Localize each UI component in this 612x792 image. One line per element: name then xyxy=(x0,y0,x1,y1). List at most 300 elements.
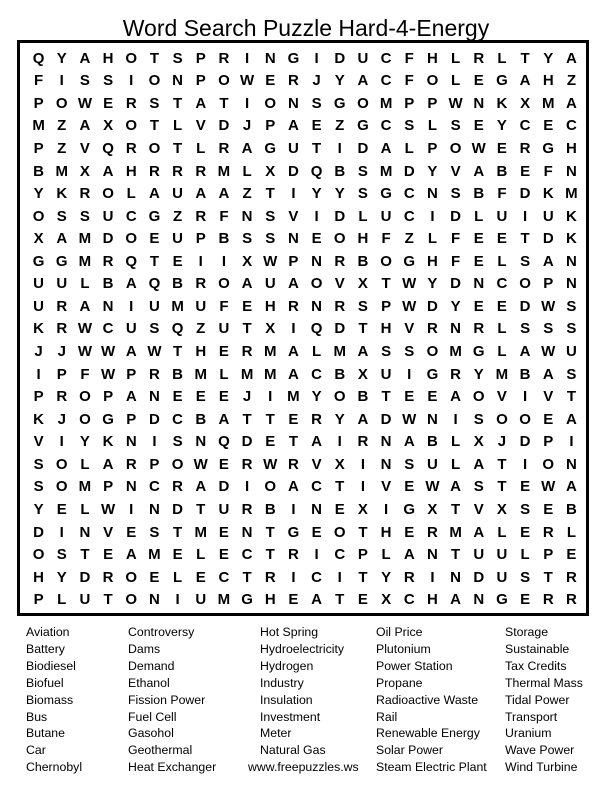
grid-letter[interactable]: O xyxy=(333,523,346,541)
grid-letter[interactable]: N xyxy=(311,252,322,270)
grid-letter[interactable]: F xyxy=(219,207,229,225)
grid-letter[interactable]: U xyxy=(102,207,114,225)
grid-letter[interactable]: E xyxy=(149,230,160,248)
grid-letter[interactable]: S xyxy=(404,117,415,135)
grid-letter[interactable]: E xyxy=(311,523,322,541)
grid-letter[interactable]: P xyxy=(195,230,206,248)
grid-letter[interactable]: L xyxy=(427,230,437,248)
grid-letter[interactable]: W xyxy=(402,410,417,428)
grid-letter[interactable]: S xyxy=(543,320,554,338)
grid-letter[interactable]: X xyxy=(357,500,368,518)
grid-letter[interactable]: C xyxy=(380,117,392,135)
grid-letter[interactable]: W xyxy=(263,252,278,270)
grid-letter[interactable]: C xyxy=(172,410,183,428)
grid-letter[interactable]: G xyxy=(287,523,300,541)
grid-letter[interactable]: A xyxy=(450,591,461,609)
grid-letter[interactable]: S xyxy=(520,320,531,338)
grid-letter[interactable]: R xyxy=(311,410,322,428)
grid-letter[interactable]: E xyxy=(496,140,507,158)
grid-letter[interactable]: A xyxy=(195,185,207,203)
grid-letter[interactable]: N xyxy=(287,230,299,248)
grid-letter[interactable]: R xyxy=(519,140,531,158)
grid-letter[interactable]: K xyxy=(102,433,114,451)
grid-letter[interactable]: N xyxy=(450,568,461,586)
grid-letter[interactable]: E xyxy=(103,546,114,564)
grid-letter[interactable]: A xyxy=(519,343,531,361)
grid-letter[interactable]: P xyxy=(103,388,114,406)
grid-letter[interactable]: E xyxy=(172,546,183,564)
grid-letter[interactable]: R xyxy=(79,185,91,203)
grid-letter[interactable]: W xyxy=(77,320,92,338)
grid-letter[interactable]: Q xyxy=(148,275,161,293)
grid-letter[interactable]: N xyxy=(311,500,322,518)
grid-letter[interactable]: V xyxy=(543,388,554,406)
grid-letter[interactable]: L xyxy=(242,162,252,180)
grid-letter[interactable]: A xyxy=(287,478,299,496)
grid-letter[interactable]: R xyxy=(426,320,438,338)
grid-letter[interactable]: L xyxy=(126,185,136,203)
grid-letter[interactable]: S xyxy=(566,297,577,315)
grid-letter[interactable]: T xyxy=(566,388,576,406)
grid-letter[interactable]: N xyxy=(148,500,160,518)
grid-letter[interactable]: O xyxy=(218,275,230,293)
grid-letter[interactable]: E xyxy=(103,94,114,112)
grid-letter[interactable]: W xyxy=(263,455,278,473)
grid-letter[interactable]: W xyxy=(100,500,116,518)
grid-letter[interactable]: F xyxy=(219,297,229,315)
grid-letter[interactable]: P xyxy=(103,478,114,496)
grid-letter[interactable]: O xyxy=(496,410,508,428)
grid-letter[interactable]: L xyxy=(474,207,484,225)
grid-letter[interactable]: R xyxy=(125,94,137,112)
grid-letter[interactable]: S xyxy=(520,252,531,270)
grid-letter[interactable]: O xyxy=(171,455,184,473)
grid-letter[interactable]: P xyxy=(33,591,44,609)
grid-letter[interactable]: N xyxy=(241,207,253,225)
grid-letter[interactable]: S xyxy=(172,433,183,451)
grid-letter[interactable]: B xyxy=(102,275,114,293)
grid-letter[interactable]: S xyxy=(566,365,577,383)
grid-letter[interactable]: U xyxy=(496,546,508,564)
grid-letter[interactable]: N xyxy=(380,433,392,451)
grid-letter[interactable]: E xyxy=(149,568,160,586)
grid-letter[interactable]: A xyxy=(241,275,253,293)
grid-letter[interactable]: I xyxy=(291,568,296,586)
grid-letter[interactable]: G xyxy=(403,252,416,270)
grid-letter[interactable]: R xyxy=(357,433,369,451)
grid-letter[interactable]: U xyxy=(148,297,160,315)
grid-letter[interactable]: N xyxy=(195,433,207,451)
grid-letter[interactable]: U xyxy=(125,320,137,338)
grid-letter[interactable]: M xyxy=(449,343,462,361)
grid-letter[interactable]: P xyxy=(427,94,438,112)
grid-letter[interactable]: D xyxy=(79,568,91,586)
grid-letter[interactable]: N xyxy=(426,546,438,564)
grid-letter[interactable]: L xyxy=(497,320,507,338)
grid-letter[interactable]: L xyxy=(57,591,67,609)
grid-letter[interactable]: F xyxy=(381,230,391,248)
grid-letter[interactable]: S xyxy=(33,478,44,496)
grid-letter[interactable]: R xyxy=(218,140,230,158)
grid-letter[interactable]: N xyxy=(565,252,577,270)
grid-letter[interactable]: I xyxy=(129,297,134,315)
grid-letter[interactable]: U xyxy=(496,568,508,586)
grid-letter[interactable]: G xyxy=(357,117,369,135)
grid-letter[interactable]: D xyxy=(218,478,230,496)
grid-letter[interactable]: Y xyxy=(334,410,345,428)
grid-letter[interactable]: V xyxy=(404,320,415,338)
grid-letter[interactable]: S xyxy=(404,455,415,473)
grid-letter[interactable]: A xyxy=(403,546,415,564)
grid-letter[interactable]: E xyxy=(473,252,484,270)
grid-letter[interactable]: R xyxy=(148,162,160,180)
grid-letter[interactable]: S xyxy=(357,297,368,315)
grid-letter[interactable]: S xyxy=(149,94,160,112)
grid-letter[interactable]: A xyxy=(241,140,253,158)
grid-letter[interactable]: S xyxy=(149,320,160,338)
grid-letter[interactable]: I xyxy=(337,568,342,586)
grid-letter[interactable]: G xyxy=(542,140,555,158)
grid-letter[interactable]: T xyxy=(242,410,252,428)
grid-letter[interactable]: Q xyxy=(218,433,230,451)
grid-letter[interactable]: I xyxy=(129,72,134,90)
grid-letter[interactable]: S xyxy=(473,410,484,428)
grid-letter[interactable]: N xyxy=(241,523,253,541)
grid-letter[interactable]: Q xyxy=(32,49,45,67)
grid-letter[interactable]: A xyxy=(519,72,531,90)
grid-letter[interactable]: L xyxy=(450,49,461,67)
grid-letter[interactable]: K xyxy=(496,94,508,112)
grid-letter[interactable]: O xyxy=(449,140,462,158)
grid-letter[interactable]: E xyxy=(404,478,415,496)
grid-letter[interactable]: G xyxy=(55,252,68,270)
grid-letter[interactable]: T xyxy=(149,117,159,135)
grid-letter[interactable]: A xyxy=(380,140,392,158)
grid-letter[interactable]: E xyxy=(543,117,554,135)
grid-letter[interactable]: V xyxy=(195,117,206,135)
grid-letter[interactable]: T xyxy=(288,433,298,451)
grid-letter[interactable]: T xyxy=(80,546,90,564)
grid-letter[interactable]: I xyxy=(314,207,319,225)
grid-letter[interactable]: A xyxy=(357,410,369,428)
grid-letter[interactable]: W xyxy=(77,94,92,112)
grid-letter[interactable]: I xyxy=(522,207,528,225)
grid-letter[interactable]: Z xyxy=(57,140,67,158)
grid-letter[interactable]: I xyxy=(59,433,64,451)
grid-letter[interactable]: W xyxy=(77,343,92,361)
grid-letter[interactable]: E xyxy=(334,500,345,518)
grid-letter[interactable]: N xyxy=(473,591,485,609)
grid-letter[interactable]: O xyxy=(125,49,138,67)
grid-letter[interactable]: L xyxy=(427,117,437,135)
grid-letter[interactable]: D xyxy=(33,523,44,541)
grid-letter[interactable]: S xyxy=(520,568,531,586)
grid-letter[interactable]: Y xyxy=(79,433,90,451)
grid-letter[interactable]: J xyxy=(57,410,66,428)
grid-letter[interactable]: E xyxy=(520,523,531,541)
grid-letter[interactable]: B xyxy=(519,365,531,383)
grid-letter[interactable]: X xyxy=(496,500,507,518)
grid-letter[interactable]: R xyxy=(426,523,438,541)
grid-letter[interactable]: T xyxy=(543,568,553,586)
grid-letter[interactable]: O xyxy=(125,117,138,135)
grid-letter[interactable]: Q xyxy=(102,140,114,158)
grid-letter[interactable]: O xyxy=(519,410,531,428)
grid-letter[interactable]: D xyxy=(380,410,392,428)
grid-letter[interactable]: T xyxy=(335,478,345,496)
grid-letter[interactable]: L xyxy=(450,455,461,473)
grid-letter[interactable]: T xyxy=(265,523,275,541)
grid-letter[interactable]: D xyxy=(287,162,299,180)
grid-letter[interactable]: G xyxy=(496,72,508,90)
grid-letter[interactable]: A xyxy=(195,478,207,496)
grid-letter[interactable]: A xyxy=(79,117,91,135)
grid-letter[interactable]: B xyxy=(218,230,230,248)
grid-letter[interactable]: T xyxy=(358,320,368,338)
grid-letter[interactable]: T xyxy=(311,140,322,158)
grid-letter[interactable]: P xyxy=(149,455,160,473)
grid-letter[interactable]: V xyxy=(288,207,299,225)
grid-letter[interactable]: E xyxy=(265,72,276,90)
grid-letter[interactable]: P xyxy=(288,252,299,270)
grid-letter[interactable]: I xyxy=(129,500,134,518)
grid-letter[interactable]: A xyxy=(565,49,577,67)
grid-letter[interactable]: X xyxy=(357,365,368,383)
grid-letter[interactable]: N xyxy=(172,72,183,90)
grid-letter[interactable]: R xyxy=(287,455,299,473)
grid-letter[interactable]: N xyxy=(565,455,577,473)
grid-letter[interactable]: M xyxy=(495,365,509,383)
grid-letter[interactable]: S xyxy=(450,185,461,203)
grid-letter[interactable]: C xyxy=(102,320,114,338)
grid-letter[interactable]: U xyxy=(542,207,554,225)
grid-letter[interactable]: C xyxy=(403,185,415,203)
grid-letter[interactable]: Y xyxy=(427,275,438,293)
grid-letter[interactable]: P xyxy=(381,297,392,315)
grid-letter[interactable]: C xyxy=(148,478,160,496)
grid-letter[interactable]: R xyxy=(125,140,137,158)
grid-letter[interactable]: S xyxy=(473,478,484,496)
grid-letter[interactable]: R xyxy=(102,568,114,586)
grid-letter[interactable]: R xyxy=(264,568,276,586)
grid-letter[interactable]: L xyxy=(311,343,322,361)
grid-letter[interactable]: A xyxy=(542,365,554,383)
grid-letter[interactable]: L xyxy=(566,523,576,541)
grid-letter[interactable]: M xyxy=(217,591,231,609)
grid-letter[interactable]: D xyxy=(519,433,531,451)
grid-letter[interactable]: I xyxy=(244,49,250,67)
grid-letter[interactable]: O xyxy=(55,455,68,473)
grid-letter[interactable]: D xyxy=(519,297,531,315)
grid-letter[interactable]: M xyxy=(217,162,231,180)
grid-letter[interactable]: H xyxy=(195,343,207,361)
grid-letter[interactable]: I xyxy=(59,523,64,541)
grid-letter[interactable]: X xyxy=(103,117,114,135)
grid-letter[interactable]: L xyxy=(80,500,90,518)
grid-letter[interactable]: B xyxy=(473,185,485,203)
grid-letter[interactable]: V xyxy=(311,455,322,473)
grid-letter[interactable]: L xyxy=(80,275,90,293)
grid-letter[interactable]: D xyxy=(102,230,114,248)
grid-letter[interactable]: O xyxy=(125,568,138,586)
grid-letter[interactable]: U xyxy=(172,185,183,203)
grid-letter[interactable]: T xyxy=(450,546,461,564)
grid-letter[interactable]: X xyxy=(473,433,484,451)
grid-letter[interactable]: M xyxy=(541,94,555,112)
grid-letter[interactable]: P xyxy=(126,410,137,428)
grid-letter[interactable]: T xyxy=(172,140,183,158)
grid-letter[interactable]: F xyxy=(404,72,414,90)
grid-letter[interactable]: E xyxy=(218,388,229,406)
grid-letter[interactable]: M xyxy=(287,388,300,406)
grid-letter[interactable]: G xyxy=(32,252,45,270)
grid-letter[interactable]: Y xyxy=(381,568,392,586)
grid-letter[interactable]: W xyxy=(541,297,556,315)
grid-letter[interactable]: A xyxy=(102,455,114,473)
grid-letter[interactable]: O xyxy=(310,275,323,293)
grid-letter[interactable]: A xyxy=(125,343,137,361)
grid-letter[interactable]: D xyxy=(357,140,369,158)
grid-letter[interactable]: O xyxy=(32,207,45,225)
grid-letter[interactable]: P xyxy=(543,433,554,451)
grid-letter[interactable]: M xyxy=(449,523,462,541)
grid-letter[interactable]: H xyxy=(380,320,392,338)
grid-letter[interactable]: A xyxy=(357,343,369,361)
grid-letter[interactable]: A xyxy=(473,455,485,473)
grid-letter[interactable]: R xyxy=(56,320,68,338)
grid-letter[interactable]: J xyxy=(497,433,507,451)
grid-letter[interactable]: R xyxy=(172,162,183,180)
grid-letter[interactable]: M xyxy=(379,162,393,180)
grid-letter[interactable]: M xyxy=(194,523,207,541)
grid-letter[interactable]: B xyxy=(357,388,369,406)
grid-letter[interactable]: O xyxy=(426,72,439,90)
grid-letter[interactable]: P xyxy=(195,72,206,90)
grid-letter[interactable]: J xyxy=(57,343,66,361)
grid-letter[interactable]: I xyxy=(268,388,273,406)
grid-letter[interactable]: N xyxy=(565,162,577,180)
grid-letter[interactable]: O xyxy=(125,230,138,248)
grid-letter[interactable]: W xyxy=(239,72,255,90)
grid-letter[interactable]: S xyxy=(265,207,276,225)
grid-letter[interactable]: B xyxy=(496,162,508,180)
grid-letter[interactable]: A xyxy=(287,365,299,383)
grid-letter[interactable]: I xyxy=(36,365,41,383)
grid-letter[interactable]: Y xyxy=(56,568,67,586)
grid-letter[interactable]: X xyxy=(79,162,90,180)
grid-letter[interactable]: S xyxy=(172,49,183,67)
grid-letter[interactable]: E xyxy=(288,410,299,428)
grid-letter[interactable]: N xyxy=(287,94,299,112)
grid-letter[interactable]: S xyxy=(79,207,90,225)
grid-letter[interactable]: I xyxy=(198,252,203,270)
grid-letter[interactable]: I xyxy=(522,455,528,473)
grid-letter[interactable]: E xyxy=(496,230,507,248)
grid-letter[interactable]: W xyxy=(193,455,208,473)
grid-letter[interactable]: L xyxy=(497,523,507,541)
grid-letter[interactable]: E xyxy=(566,546,577,564)
grid-letter[interactable]: I xyxy=(59,72,64,90)
grid-letter[interactable]: A xyxy=(311,433,322,451)
grid-letter[interactable]: R xyxy=(450,365,461,383)
grid-letter[interactable]: U xyxy=(79,591,91,609)
grid-letter[interactable]: D xyxy=(450,275,461,293)
grid-letter[interactable]: M xyxy=(333,343,346,361)
grid-letter[interactable]: E xyxy=(311,230,322,248)
grid-letter[interactable]: X xyxy=(33,230,44,248)
grid-letter[interactable]: S xyxy=(357,185,368,203)
grid-letter[interactable]: E xyxy=(404,388,415,406)
grid-letter[interactable]: L xyxy=(497,252,507,270)
grid-letter[interactable]: W xyxy=(402,297,417,315)
grid-letter[interactable]: K xyxy=(565,230,577,248)
grid-letter[interactable]: Z xyxy=(335,117,345,135)
grid-letter[interactable]: H xyxy=(357,230,369,248)
grid-letter[interactable]: N xyxy=(125,478,137,496)
grid-letter[interactable]: Y xyxy=(56,49,67,67)
grid-letter[interactable]: C xyxy=(125,207,137,225)
grid-letter[interactable]: X xyxy=(381,591,392,609)
grid-letter[interactable]: D xyxy=(334,207,346,225)
grid-letter[interactable]: N xyxy=(148,591,160,609)
grid-letter[interactable]: D xyxy=(403,162,415,180)
grid-letter[interactable]: W xyxy=(425,478,440,496)
grid-letter[interactable]: L xyxy=(172,117,183,135)
grid-letter[interactable]: A xyxy=(473,523,485,541)
grid-letter[interactable]: E xyxy=(357,591,368,609)
grid-letter[interactable]: D xyxy=(148,410,160,428)
grid-letter[interactable]: G xyxy=(496,591,508,609)
grid-letter[interactable]: O xyxy=(264,94,277,112)
grid-letter[interactable]: B xyxy=(426,433,438,451)
grid-letter[interactable]: V xyxy=(79,140,90,158)
grid-letter[interactable]: R xyxy=(125,455,137,473)
grid-letter[interactable]: A xyxy=(125,275,137,293)
grid-letter[interactable]: L xyxy=(450,433,461,451)
grid-letter[interactable]: T xyxy=(265,410,275,428)
grid-letter[interactable]: T xyxy=(219,94,229,112)
grid-letter[interactable]: D xyxy=(334,320,346,338)
grid-letter[interactable]: Y xyxy=(311,388,322,406)
grid-letter[interactable]: S xyxy=(103,72,114,90)
grid-letter[interactable]: B xyxy=(264,500,276,518)
grid-letter[interactable]: G xyxy=(403,500,416,518)
grid-letter[interactable]: P xyxy=(357,546,368,564)
grid-letter[interactable]: H xyxy=(426,252,438,270)
grid-letter[interactable]: R xyxy=(102,252,114,270)
grid-letter[interactable]: E xyxy=(473,117,484,135)
grid-letter[interactable]: I xyxy=(314,49,319,67)
grid-letter[interactable]: R xyxy=(287,72,299,90)
grid-letter[interactable]: R xyxy=(287,546,299,564)
grid-letter[interactable]: R xyxy=(56,297,68,315)
grid-letter[interactable]: N xyxy=(311,297,322,315)
grid-letter[interactable]: A xyxy=(565,478,577,496)
grid-letter[interactable]: A xyxy=(403,433,415,451)
grid-letter[interactable]: V xyxy=(33,433,44,451)
grid-letter[interactable]: A xyxy=(195,94,207,112)
grid-letter[interactable]: F xyxy=(404,49,414,67)
grid-letter[interactable]: U xyxy=(565,343,577,361)
grid-letter[interactable]: O xyxy=(519,275,531,293)
grid-letter[interactable]: C xyxy=(241,546,253,564)
grid-letter[interactable]: S xyxy=(56,207,67,225)
grid-letter[interactable]: O xyxy=(79,410,91,428)
grid-letter[interactable]: H xyxy=(542,72,554,90)
grid-letter[interactable]: P xyxy=(56,365,67,383)
grid-letter[interactable]: R xyxy=(218,49,230,67)
grid-letter[interactable]: W xyxy=(471,140,486,158)
